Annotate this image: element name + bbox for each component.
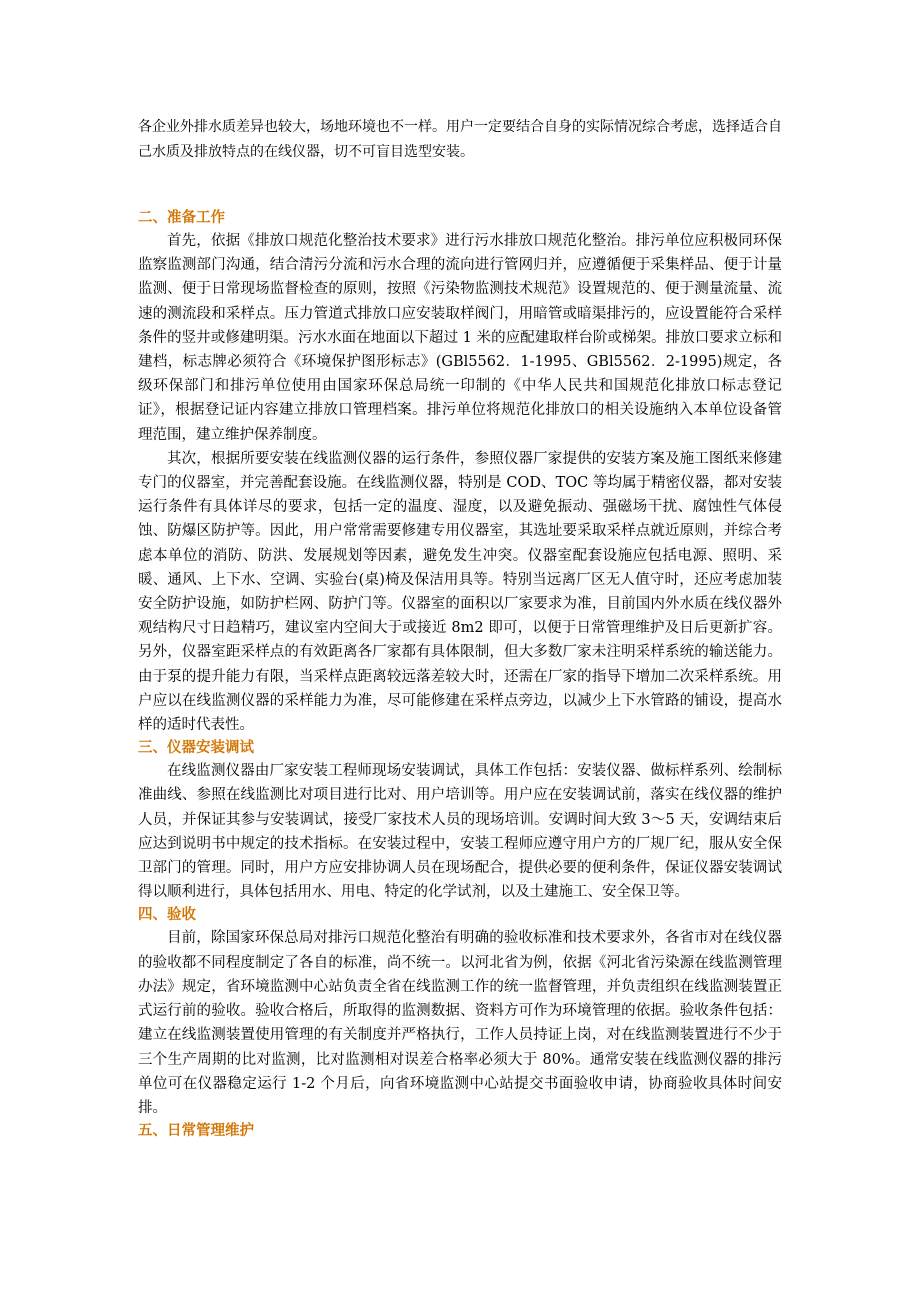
section-heading-maintenance: 五、日常管理维护 — [138, 1123, 254, 1140]
installation-paragraph-1: 在线监测仪器由厂家安装工程师现场安装调试，具体工作包括：安装仪器、做标样系列、绘制标准曲线、参照在线监测比对项目进行比对、用户培训等。用户应在安装调试前，落实在线仪器的维护人员，并保证其参与安装调试，接受厂家技术人员的现场培训。安调时间大致 3～5 天，安调结束后应达到说明书中规定的技术指标。在安装过程中，安装工程师应遵守用户方的厂规厂纪，服从安全保卫部门的管理。同时，用户方应安排协调人员在现场配合，提供必要的便利条件，保证仪器安装调试得以顺利进行，具体包括用水、用电、特定的化学试剂，以及土建施工、安全保卫等。 — [138, 763, 782, 901]
acceptance-paragraph-1: 目前，除国家环保总局对排污口规范化整治有明确的验收标准和技术要求外，各省市对在线仪器的验收都不同程度制定了各自的标准，尚不统一。以河北省为例，依据《河北省污染源在线监测管理办法》规定，省环境监测中心站负责全省在线监测工作的统一监督管理，并负责组织在线监测装置正式运行前的验收。验收合格后，所取得的监测数据、资料方可作为环境管理的依据。验收条件包括：建立在线监测装置使用管理的有关制度并严格执行，工作人员持证上岗，对在线监测装置进行不少于三个生产周期的比对监测，比对监测相对误差合格率必须大于 80%。通常安装在线监测仪器的排污单位可在仪器稳定运行 1-2 个月后，向省环境监测中心站提交书面验收申请，协商验收具体时间安排。 — [138, 930, 782, 1116]
section-gap — [138, 165, 782, 207]
section-heading-installation: 三、仪器安装调试 — [138, 740, 254, 757]
intro-paragraph: 各企业外排水质差异也较大，场地环境也不一样。用户一定要结合自身的实际情况综合考虑，选择适合自己水质及排放特点的在线仪器，切不可盲目选型安装。 — [138, 119, 782, 160]
section-heading-acceptance: 四、验收 — [138, 907, 196, 924]
preparation-paragraph-2: 其次，根据所要安装在线监测仪器的运行条件，参照仪器厂家提供的安装方案及施工图纸来修建专门的仪器室，并完善配套设施。在线监测仪器，特别是 COD、TOC 等均属于精密仪器，都对安装运行条件有具体详尽的要求，包括一定的温度、湿度，以及避免振动、强磁场干扰、腐蚀性气体侵蚀、防爆区防护等。因此，用户常常需要修建专用仪器室，其选址要采取采样点就近原则，并综合考虑本单位的消防、防洪、发展规划等因素，避免发生冲突。仪器室配套设施应包括电源、照明、采暖、通风、上下水、空调、实验台(桌)椅及保洁用具等。特别当远离厂区无人值守时，还应考虑加装安全防护设施，如防护栏网、防护门等。仪器室的面积以厂家要求为准，目前国内外水质在线仪器外观结构尺寸日趋精巧，建议室内空间大于或接近 8m2 即可，以便于日常管理维护及日后更新扩容。另外，仪器室距采样点的有效距离各厂家都有具体限制，但大多数厂家未注明采样系统的输送能力。由于泵的提升能力有限，当采样点距离较远落差较大时，还需在厂家的指导下增加二次采样系统。用户应以在线监测仪器的采样能力为准，尽可能修建在采样点旁边，以减少上下水管路的铺设，提高水样的适时代表性。 — [138, 450, 782, 734]
section-heading-preparation: 二、准备工作 — [138, 210, 225, 226]
preparation-paragraph-1: 首先，依据《排放口规范化整治技术要求》进行污水排放口规范化整治。排污单位应积极同环保监察监测部门沟通，结合清污分流和污水合理的流向进行管网归并，应遵循便于采集样品、便于计量监测、便于日常现场监督检查的原则，按照《污染物监测技术规范》设置规范的、便于测量流量、流速的测流段和采样点。压力管道式排放口应安装取样阀门，用暗管或暗渠排污的，应设置能符合采样条件的竖井或修建明渠。污水水面在地面以下超过 1 米的应配建取样台阶或梯架。排放口要求立标和建档，标志牌必须符合《环境保护图形标志》(GBl5562．1-1995、GBl5562．2-1995)规定，各级环保部门和排污单位使用由国家环保总局统一印制的《中华人民共和国规范化排放口标志登记证》，根据登记证内容建立排放口管理档案。排污单位将规范化排放口的相关设施纳入本单位设备管理范围，建立维护保养制度。 — [138, 233, 782, 443]
